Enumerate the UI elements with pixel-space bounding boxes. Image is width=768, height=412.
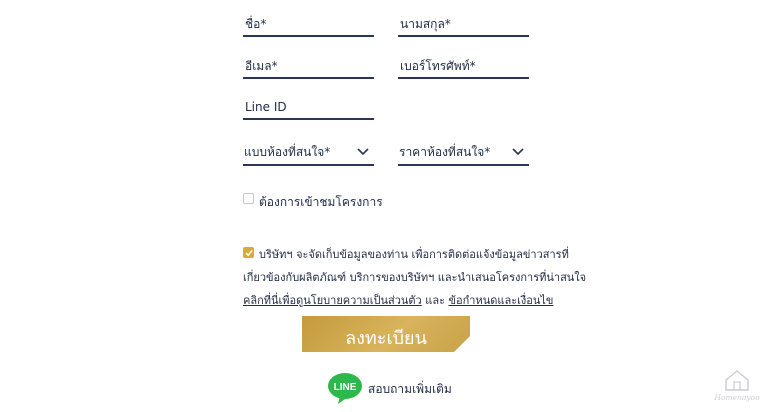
terms-link[interactable]: ข้อกำหนดและเงื่อนไข [448,294,554,307]
line-logo-text: LINE [333,382,357,393]
email-input[interactable] [243,55,374,77]
homenayoo-watermark-logo [712,366,762,406]
last-name-input[interactable] [398,13,529,35]
phone-input[interactable] [398,55,529,77]
line-id-field[interactable] [243,96,374,120]
email-field[interactable] [243,55,374,79]
corner-fold-decoration [454,336,470,352]
line-contact-link[interactable] [326,372,452,406]
watermark-text: Homenayoo [714,393,760,402]
line-contact-label: สอบถามเพิ่มเติม [368,381,452,396]
visit-checkbox[interactable] [243,193,254,204]
and-text: และ [425,294,445,307]
register-button-label: ลงทะเบียน [345,328,427,348]
first-name-input[interactable] [243,13,374,35]
consent-checkbox[interactable] [243,247,254,258]
consent-text-line-1: บริษัทฯ จะจัดเก็บข้อมูลของท่าน เพื่อการติดต่อแจ้งข้อมูลข่าวสารที่ [259,248,569,261]
privacy-policy-link[interactable]: คลิกที่นี่เพื่อดูนโยบายความเป็นส่วนตัว [243,294,422,307]
consent-links [243,291,553,309]
first-name-field[interactable] [243,13,374,37]
phone-field[interactable] [398,55,529,79]
line-logo-icon [326,372,364,406]
register-button[interactable] [302,316,470,352]
room-type-label: แบบห้องที่สนใจ* [244,144,331,159]
room-type-select[interactable] [243,140,374,166]
consent-text-line-2: เกี่ยวข้องกับผลิตภัณฑ์ บริการของบริษัทฯ และนำเสนอโครงการที่น่าสนใจ [243,271,587,284]
chevron-down-icon [511,147,525,157]
price-select[interactable] [398,140,529,166]
line-id-input[interactable] [243,96,374,118]
chevron-down-icon [356,147,370,157]
checkmark-icon [245,249,253,257]
price-label: ราคาห้องที่สนใจ* [399,144,491,159]
last-name-field[interactable] [398,13,529,37]
visit-label: ต้องการเข้าชมโครงการ [259,195,383,209]
